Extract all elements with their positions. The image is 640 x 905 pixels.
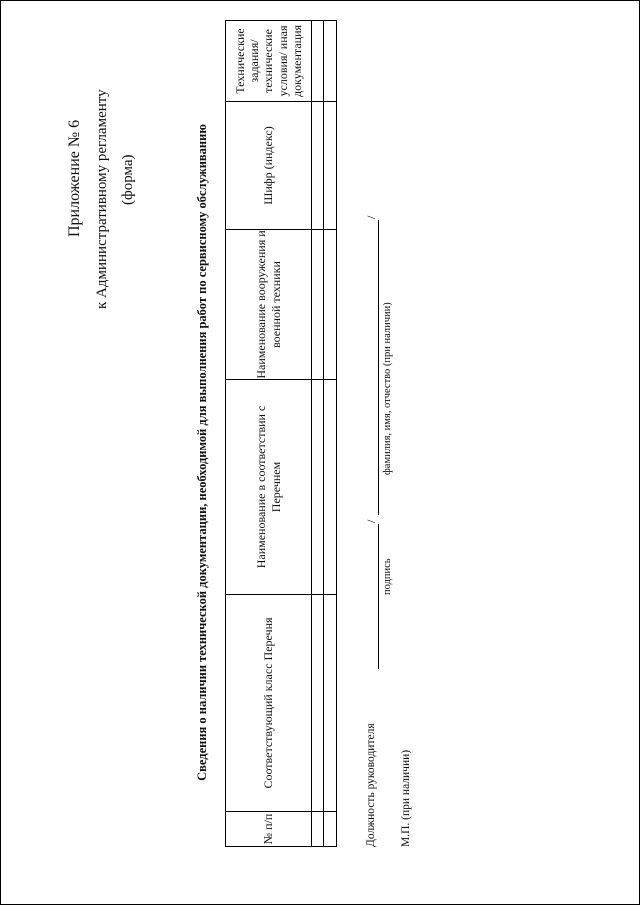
table-row: [312, 21, 324, 847]
signature-caption: подпись: [382, 558, 393, 595]
col-name-per-list: Наименование в соответствии с Перечнем: [226, 380, 312, 595]
table-row: [324, 21, 337, 847]
signature-line: [378, 524, 379, 669]
col-class: Соответствующий класс Перечня: [226, 595, 312, 812]
table-header-row: [226, 21, 312, 847]
name-caption: фамилия, имя, отчество (при наличии): [382, 302, 393, 475]
documentation-table: [225, 20, 337, 847]
position-label: Должность руководителя: [365, 723, 377, 847]
regulation-label: к Административному регламенту: [94, 89, 110, 309]
separator-2: /: [364, 215, 378, 219]
col-weapon-name: Наименование вооружения и военной техники: [226, 230, 312, 380]
stamp-label: М.П. (при наличии): [400, 749, 412, 847]
appendix-label: Приложение № 6: [66, 119, 83, 237]
document-title: Сведения о наличии технической документации, необходимой для выполнения работ по сервисному обслуживанию: [195, 124, 209, 781]
col-documentation: Технические задания/ технические условия/ иная документация: [226, 21, 312, 102]
col-code: Шифр (индекс): [226, 102, 312, 230]
form-label: (форма): [120, 154, 136, 205]
separator-1: /: [364, 519, 378, 523]
name-line: [378, 220, 379, 515]
col-number: № п/п: [226, 812, 312, 847]
